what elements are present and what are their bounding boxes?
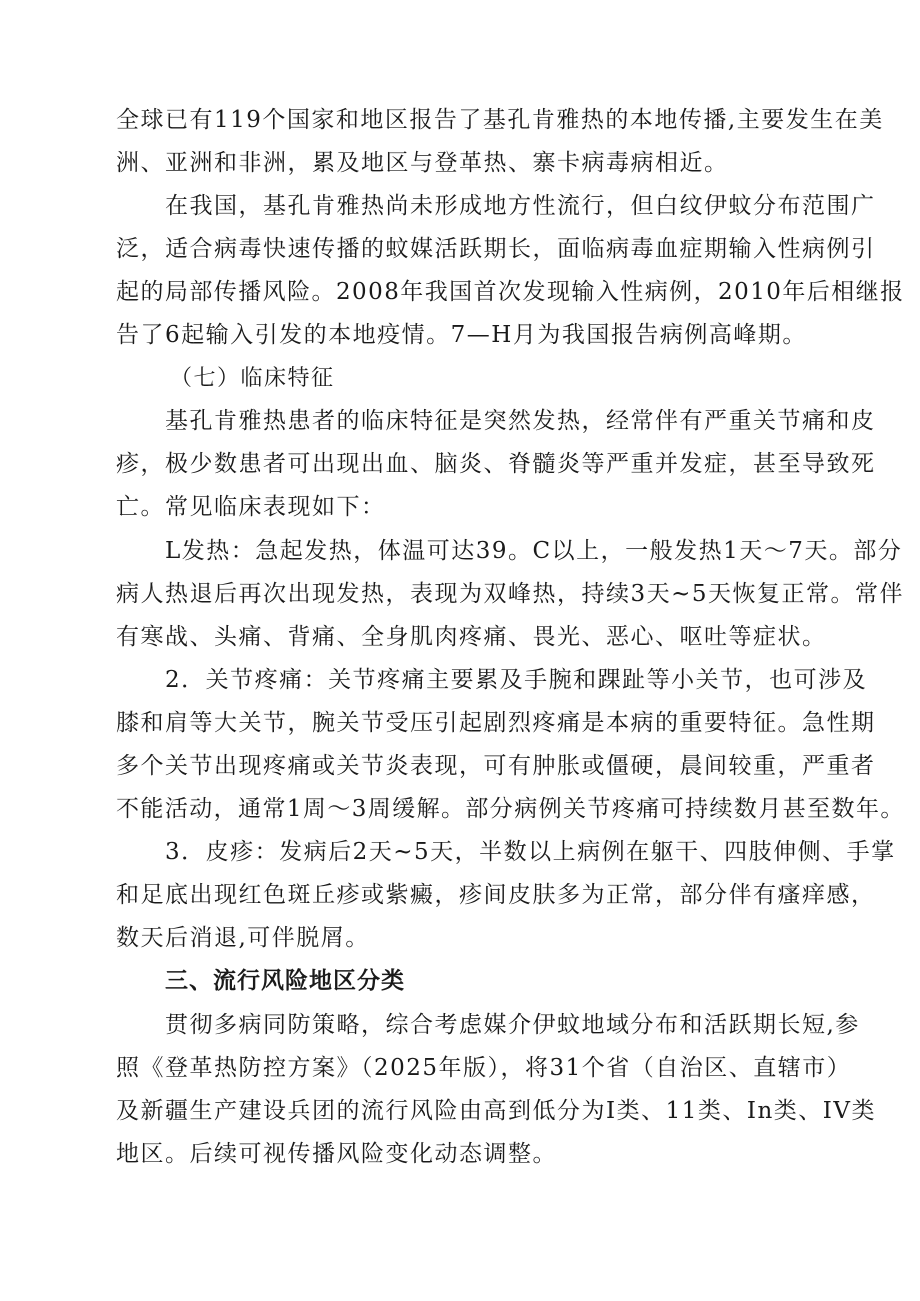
- paragraph-line: 膝和肩等大关节，腕关节受压引起剧烈疼痛是本病的重要特征。急性期: [116, 710, 876, 736]
- paragraph-line: 起的局部传播风险。2008年我国首次发现输入性病例，2010年后相继报: [116, 279, 905, 305]
- paragraph-line: 及新疆生产建设兵团的流行风险由高到低分为I类、11类、In类、IV类: [116, 1098, 876, 1124]
- section-heading-clinical: （七）临床特征: [170, 366, 335, 391]
- paragraph-line: 泛，适合病毒快速传播的蚊媒活跃期长，面临病毒血症期输入性病例引: [116, 236, 876, 262]
- paragraph-line: 告了6起输入引发的本地疫情。7—H月为我国报告病例高峰期。: [116, 322, 807, 348]
- paragraph-line: 数天后消退,可伴脱屑。: [116, 925, 370, 951]
- paragraph-line: 病人热退后再次出现发热，表现为双峰热，持续3天~5天恢复正常。常伴: [116, 581, 905, 607]
- paragraph-line: 和足底出现红色斑丘疹或紫癜，疹间皮肤多为正常，部分伴有瘙痒感，: [116, 882, 876, 908]
- paragraph-line: 照《登革热防控方案》（2025年版），将31个省（自治区、直辖市）: [116, 1055, 852, 1081]
- paragraph-line: 多个关节出现疼痛或关节炎表现，可有肿胀或僵硬，晨间较重，严重者: [116, 753, 876, 779]
- paragraph-line: 有寒战、头痛、背痛、全身肌肉疼痛、畏光、恶心、呕吐等症状。: [116, 624, 827, 650]
- paragraph-line: 贯彻多病同防策略，综合考虑媒介伊蚊地域分布和活跃期长短,参: [165, 1012, 860, 1038]
- paragraph-line: 不能活动，通常1周～3周缓解。部分病例关节疼痛可持续数月甚至数年。: [116, 796, 905, 822]
- paragraph-line: 洲、亚洲和非洲，累及地区与登革热、寨卡病毒病相近。: [116, 150, 729, 176]
- paragraph-line: 疹，极少数患者可出现出血、脑炎、脊髓炎等严重并发症，甚至导致死: [116, 451, 876, 477]
- paragraph-line: 亡。常见临床表现如下：: [116, 494, 386, 520]
- paragraph-line: 3．皮疹：发病后2天~5天，半数以上病例在躯干、四肢伸侧、手掌: [165, 839, 896, 865]
- paragraph-line: 全球已有119个国家和地区报告了基孔肯雅热的本地传播,主要发生在美: [116, 107, 884, 133]
- paragraph-line: 地区。后续可视传播风险变化动态调整。: [116, 1141, 557, 1167]
- paragraph-line: 2．关节疼痛：关节疼痛主要累及手腕和踝趾等小关节，也可涉及: [165, 667, 868, 693]
- section-heading-risk-classification: 三、流行风险地区分类: [165, 968, 405, 994]
- paragraph-line: L发热：急起发热，体温可达39。C以上，一般发热1天～7天。部分: [165, 538, 903, 564]
- paragraph-line: 基孔肯雅热患者的临床特征是突然发热，经常伴有严重关节痛和皮: [165, 408, 876, 434]
- paragraph-line: 在我国，基孔肯雅热尚未形成地方性流行，但白纹伊蚊分布范围广: [165, 193, 876, 219]
